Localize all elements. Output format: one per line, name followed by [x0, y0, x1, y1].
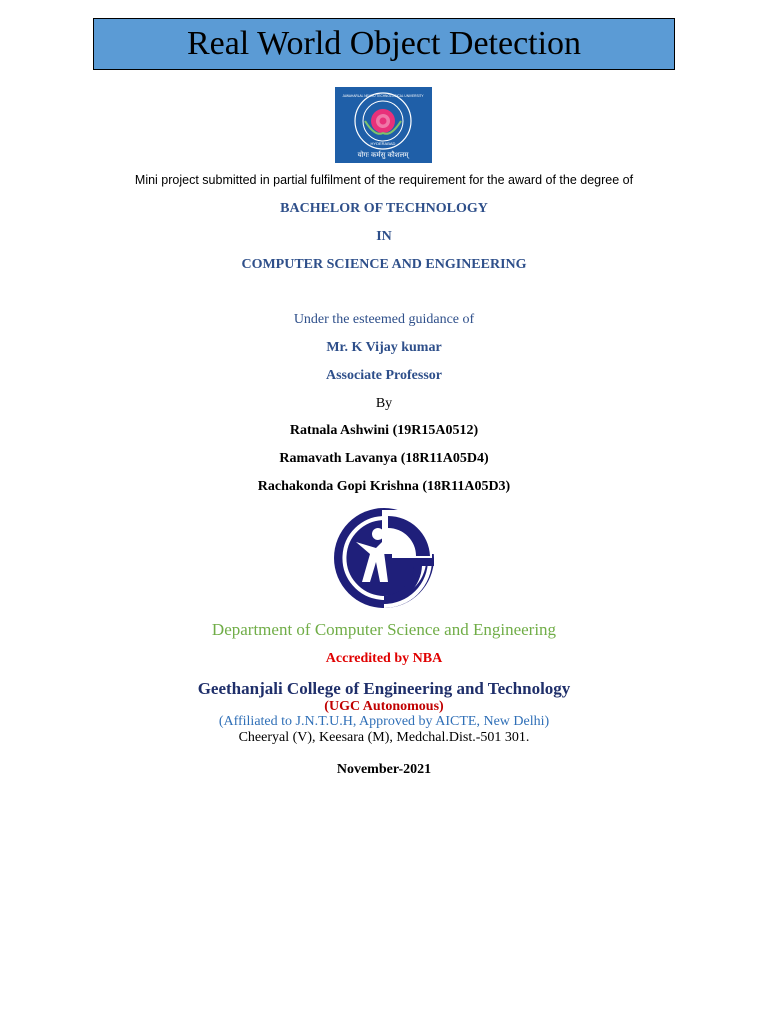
- branch-name: COMPUTER SCIENCE AND ENGINEERING: [241, 257, 527, 272]
- college-address: Cheeryal (V), Keesara (M), Medchal.Dist.-501 301.: [238, 730, 530, 745]
- student-2: Ramavath Lavanya (18R11A05D4): [279, 451, 489, 466]
- department-name: Department of Computer Science and Engineering: [211, 620, 557, 639]
- college-name: Geethanjali College of Engineering and Technology: [197, 679, 571, 698]
- intro-text: Mini project submitted in partial fulfilment of the requirement for the award of the degree of: [134, 173, 634, 187]
- jntu-emblem-icon: [335, 87, 432, 163]
- emblem-text-bottom: HYDERABAD: [370, 141, 396, 146]
- submission-date: November-2021: [336, 762, 432, 777]
- autonomy-status: (UGC Autonomous): [324, 699, 444, 714]
- student-1: Ratnala Ashwini (19R15A0512): [289, 423, 479, 438]
- emblem-text-top: JAWAHARLAL NEHRU TECHNOLOGICAL UNIVERSITY: [342, 94, 424, 98]
- in-word: IN: [376, 229, 392, 244]
- guide-title: Associate Professor: [326, 368, 442, 383]
- affiliation-text: (Affiliated to J.N.T.U.H, Approved by AICTE, New Delhi): [218, 714, 550, 729]
- geethanjali-g-logo-icon: [330, 506, 438, 610]
- guide-name: Mr. K Vijay kumar: [326, 340, 442, 355]
- document-title: Real World Object Detection: [93, 18, 675, 70]
- degree-name: BACHELOR OF TECHNOLOGY: [280, 201, 488, 216]
- by-label: By: [375, 396, 393, 411]
- guidance-intro: Under the esteemed guidance of: [293, 312, 475, 327]
- emblem-motto: योगः कर्मसु कौशलम्: [357, 151, 409, 159]
- student-3: Rachakonda Gopi Krishna (18R11A05D3): [257, 479, 511, 494]
- accreditation-badge: Accredited by NBA: [325, 651, 443, 666]
